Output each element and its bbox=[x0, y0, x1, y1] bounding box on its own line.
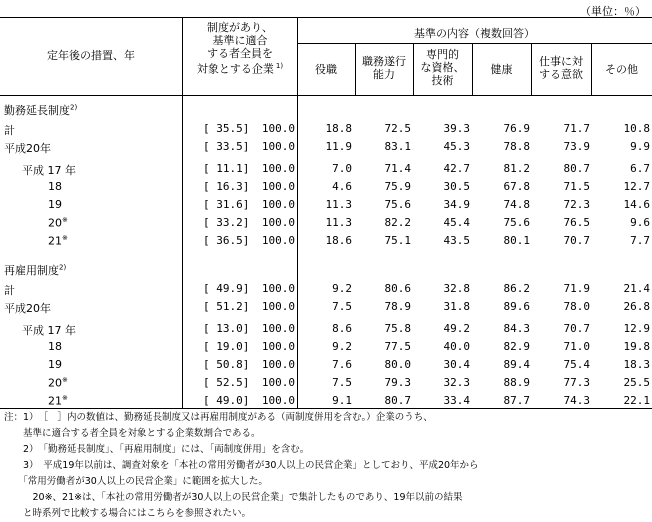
row-label: 19 bbox=[48, 198, 62, 211]
value-cell: 7.5 bbox=[332, 376, 352, 389]
value-cell: 80.7 bbox=[563, 162, 590, 175]
base-value: [ 16.3] bbox=[203, 180, 250, 193]
value-cell: 11.9 bbox=[325, 140, 352, 153]
row-label: 21※ bbox=[48, 234, 68, 248]
value-cell: 71.7 bbox=[563, 122, 590, 135]
total-value: 100.0 bbox=[261, 140, 295, 153]
value-cell: 71.5 bbox=[563, 180, 590, 193]
row-label: 平成 17 年 bbox=[22, 324, 76, 337]
value-cell: 70.7 bbox=[563, 234, 590, 247]
value-cell: 31.8 bbox=[443, 300, 470, 313]
row-label: 平成 17 年 bbox=[22, 164, 76, 177]
value-cell: 25.5 bbox=[623, 376, 650, 389]
col-header-base bbox=[183, 21, 297, 76]
value-cell: 78.9 bbox=[384, 300, 411, 313]
base-value: [ 35.5] bbox=[203, 122, 250, 135]
header-bottom-rule bbox=[0, 95, 652, 96]
value-cell: 82.2 bbox=[384, 216, 411, 229]
value-cell: 7.7 bbox=[630, 234, 650, 247]
value-cell: 75.1 bbox=[384, 234, 411, 247]
table-row bbox=[0, 162, 652, 177]
value-cell: 67.8 bbox=[503, 180, 530, 193]
value-cell: 89.6 bbox=[503, 300, 530, 313]
value-cell: 9.6 bbox=[630, 216, 650, 229]
footnote: 「常用労働者が30人以上の民営企業」に範囲を拡大した。 bbox=[4, 476, 268, 487]
footnote: 20※、21※は、「本社の常用労働者が30人以上の民営企業」で集計したものであり、19年以前の結果 bbox=[4, 492, 463, 503]
value-cell: 81.2 bbox=[503, 162, 530, 175]
row-label: 計 bbox=[4, 284, 15, 297]
value-cell: 32.8 bbox=[443, 282, 470, 295]
value-cell: 84.3 bbox=[503, 322, 530, 335]
col-header-post: 役職 bbox=[315, 63, 337, 76]
value-cell: 12.9 bbox=[623, 322, 650, 335]
table-row bbox=[0, 282, 652, 297]
col-header-health: 健康 bbox=[490, 63, 513, 76]
value-cell: 83.1 bbox=[384, 140, 411, 153]
total-value: 100.0 bbox=[261, 300, 295, 313]
value-cell: 33.4 bbox=[443, 394, 470, 407]
value-cell: 11.3 bbox=[325, 198, 352, 211]
total-value: 100.0 bbox=[261, 122, 295, 135]
table-row bbox=[0, 140, 652, 155]
total-value: 100.0 bbox=[261, 358, 295, 371]
footnote: 注：1） ［ ］内の数値は、勤務延長制度又は再雇用制度がある（両制度併用を含む。）企業のうち、 bbox=[4, 412, 433, 423]
footnote: 基準に適合する者全員を対象とする企業数割合である。 bbox=[4, 428, 261, 439]
base-value: [ 33.2] bbox=[203, 216, 250, 229]
value-cell: 75.4 bbox=[563, 358, 590, 371]
value-cell: 79.3 bbox=[384, 376, 411, 389]
value-cell: 71.0 bbox=[563, 340, 590, 353]
footnote: 2） 「勤務延長制度」、「再雇用制度」には、「両制度併用」を含む。 bbox=[4, 444, 310, 455]
value-cell: 21.4 bbox=[623, 282, 650, 295]
value-cell: 76.5 bbox=[563, 216, 590, 229]
value-cell: 75.9 bbox=[384, 180, 411, 193]
value-cell: 89.4 bbox=[503, 358, 530, 371]
base-value: [ 33.5] bbox=[203, 140, 250, 153]
value-cell: 30.5 bbox=[443, 180, 470, 193]
value-cell: 70.7 bbox=[563, 322, 590, 335]
col-header-qualification: 専門的 な資格、 技術 bbox=[420, 48, 465, 87]
total-value: 100.0 bbox=[261, 198, 295, 211]
total-value: 100.0 bbox=[261, 180, 295, 193]
base-value: [ 50.8] bbox=[203, 358, 250, 371]
value-cell: 11.3 bbox=[325, 216, 352, 229]
table-row bbox=[0, 358, 652, 373]
value-cell: 72.5 bbox=[384, 122, 411, 135]
table-row bbox=[0, 122, 652, 137]
note-marker: ※ bbox=[62, 234, 68, 242]
row-label: 平成20年 bbox=[4, 142, 51, 155]
col-header-base-line: する者全員を bbox=[207, 47, 273, 60]
base-value: [ 51.2] bbox=[203, 300, 250, 313]
value-cell: 18.3 bbox=[623, 358, 650, 371]
total-value: 100.0 bbox=[261, 216, 295, 229]
value-cell: 30.4 bbox=[443, 358, 470, 371]
row-label: 18 bbox=[48, 340, 62, 353]
value-cell: 76.9 bbox=[503, 122, 530, 135]
value-cell: 7.6 bbox=[332, 358, 352, 371]
value-cell: 80.1 bbox=[503, 234, 530, 247]
base-value: [ 31.6] bbox=[203, 198, 250, 211]
value-cell: 12.7 bbox=[623, 180, 650, 193]
table-row bbox=[0, 340, 652, 355]
value-cell: 42.7 bbox=[443, 162, 470, 175]
value-cell: 26.8 bbox=[623, 300, 650, 313]
value-cell: 72.3 bbox=[563, 198, 590, 211]
footnote: 3） 平成19年以前は、調査対象を「本社の常用労働者が30人以上の民営企業」としており、平成20年から bbox=[4, 460, 479, 471]
value-cell: 75.6 bbox=[384, 198, 411, 211]
table-row bbox=[0, 394, 652, 409]
value-cell: 82.9 bbox=[503, 340, 530, 353]
total-value: 100.0 bbox=[261, 282, 295, 295]
col-header-other: その他 bbox=[605, 63, 638, 76]
footnotes bbox=[4, 410, 479, 522]
row-header-label: 定年後の措置、年 bbox=[47, 49, 135, 62]
note-marker: ※ bbox=[62, 216, 68, 224]
value-cell: 14.6 bbox=[623, 198, 650, 211]
value-cell: 45.4 bbox=[443, 216, 470, 229]
base-value: [ 13.0] bbox=[203, 322, 250, 335]
value-cell: 71.9 bbox=[563, 282, 590, 295]
value-cell: 77.3 bbox=[563, 376, 590, 389]
section-title: 勤務延長制度$^{2)}$ bbox=[4, 103, 78, 117]
value-cell: 9.1 bbox=[332, 394, 352, 407]
value-cell: 34.9 bbox=[443, 198, 470, 211]
value-cell: 80.6 bbox=[384, 282, 411, 295]
total-value: 100.0 bbox=[261, 340, 295, 353]
col-header-base-line: 対象とする企業 $^{1)}$ bbox=[196, 62, 284, 76]
value-cell: 7.5 bbox=[332, 300, 352, 313]
value-cell: 32.3 bbox=[443, 376, 470, 389]
value-cell: 88.9 bbox=[503, 376, 530, 389]
value-cell: 9.2 bbox=[332, 282, 352, 295]
base-value: [ 52.5] bbox=[203, 376, 250, 389]
note-marker: ※ bbox=[62, 376, 68, 384]
table-row bbox=[0, 300, 652, 315]
total-value: 100.0 bbox=[261, 322, 295, 335]
value-cell: 22.1 bbox=[623, 394, 650, 407]
value-cell: 49.2 bbox=[443, 322, 470, 335]
row-label: 平成20年 bbox=[4, 302, 51, 315]
table-row bbox=[0, 180, 652, 195]
value-cell: 78.8 bbox=[503, 140, 530, 153]
value-cell: 40.0 bbox=[443, 340, 470, 353]
value-cell: 80.7 bbox=[384, 394, 411, 407]
note-marker: 1) bbox=[275, 62, 284, 70]
total-value: 100.0 bbox=[261, 162, 295, 175]
section-title: 再雇用制度$^{2)}$ bbox=[4, 263, 67, 277]
row-label: 18 bbox=[48, 180, 62, 193]
total-value: 100.0 bbox=[261, 376, 295, 389]
total-value: 100.0 bbox=[261, 234, 295, 247]
table-row bbox=[0, 376, 652, 391]
note-marker: ※ bbox=[62, 394, 68, 402]
value-cell: 86.2 bbox=[503, 282, 530, 295]
row-label: 20※ bbox=[48, 216, 68, 230]
value-cell: 74.8 bbox=[503, 198, 530, 211]
col-header-ability: 職務遂行 能力 bbox=[362, 55, 406, 81]
col-header-base-line: 制度があり、 bbox=[207, 21, 273, 34]
value-cell: 75.8 bbox=[384, 322, 411, 335]
value-cell: 45.3 bbox=[443, 140, 470, 153]
value-cell: 18.8 bbox=[325, 122, 352, 135]
value-cell: 18.6 bbox=[325, 234, 352, 247]
value-cell: 7.0 bbox=[332, 162, 352, 175]
value-cell: 19.8 bbox=[623, 340, 650, 353]
footnote: と時系列で比較する場合にはこちらを参照されたい。 bbox=[4, 508, 252, 519]
table-row bbox=[0, 198, 652, 213]
value-cell: 77.5 bbox=[384, 340, 411, 353]
value-cell: 87.7 bbox=[503, 394, 530, 407]
value-cell: 39.3 bbox=[443, 122, 470, 135]
row-label: 計 bbox=[4, 124, 15, 137]
base-value: [ 49.9] bbox=[203, 282, 250, 295]
value-cell: 73.9 bbox=[563, 140, 590, 153]
col-header-motivation: 仕事に対 する意欲 bbox=[539, 55, 583, 81]
value-cell: 9.2 bbox=[332, 340, 352, 353]
table-row bbox=[0, 322, 652, 337]
value-cell: 71.4 bbox=[384, 162, 411, 175]
value-cell: 10.8 bbox=[623, 122, 650, 135]
base-value: [ 19.0] bbox=[203, 340, 250, 353]
value-cell: 4.6 bbox=[332, 180, 352, 193]
row-label: 21※ bbox=[48, 394, 68, 408]
value-cell: 75.6 bbox=[503, 216, 530, 229]
table-row bbox=[0, 234, 652, 249]
value-cell: 78.0 bbox=[563, 300, 590, 313]
value-cell: 6.7 bbox=[630, 162, 650, 175]
group-header: 基準の内容（複数回答） bbox=[414, 27, 535, 40]
value-cell: 80.0 bbox=[384, 358, 411, 371]
table-row bbox=[0, 216, 652, 231]
base-value: [ 49.0] bbox=[203, 394, 250, 407]
value-cell: 8.6 bbox=[332, 322, 352, 335]
row-label: 20※ bbox=[48, 376, 68, 390]
base-value: [ 11.1] bbox=[203, 162, 250, 175]
col-header-base-line: 基準に適合 bbox=[212, 34, 268, 47]
row-label: 19 bbox=[48, 358, 62, 371]
value-cell: 43.5 bbox=[443, 234, 470, 247]
table-top-rule bbox=[0, 17, 652, 18]
value-cell: 9.9 bbox=[630, 140, 650, 153]
value-cell: 74.3 bbox=[563, 394, 590, 407]
base-value: [ 36.5] bbox=[203, 234, 250, 247]
group-header-rule bbox=[297, 43, 652, 44]
unit-label: （単位：％） bbox=[580, 5, 646, 18]
total-value: 100.0 bbox=[261, 394, 295, 407]
